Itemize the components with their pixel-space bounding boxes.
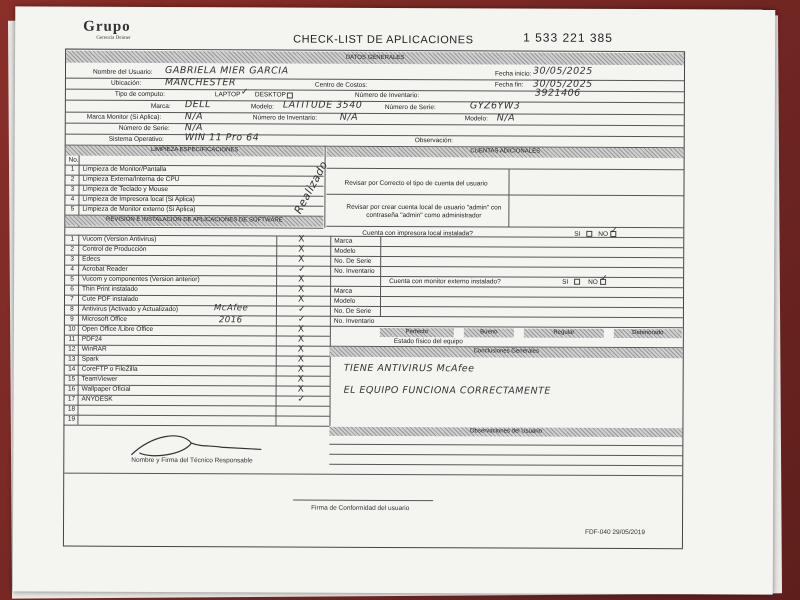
monitor-marca2: Marca bbox=[334, 287, 353, 295]
revision-mark[interactable]: ✓ bbox=[297, 394, 306, 405]
antivirus-note: McAfee bbox=[213, 303, 249, 314]
revision-num: 18 bbox=[67, 405, 76, 413]
monitor-modelo: Modelo bbox=[334, 247, 356, 255]
limpieza-item: Limpieza de Impresora local (Si Aplica) bbox=[82, 195, 195, 204]
marca-value: DELL bbox=[184, 99, 211, 111]
revision-num: 13 bbox=[68, 355, 76, 363]
usuario-value: GABRIELA MIER GARCIA bbox=[164, 64, 289, 77]
revision-num: 5 bbox=[70, 275, 74, 283]
revision-item: ANYDESK bbox=[81, 395, 113, 403]
cuenta-q3: Cuenta con impresora local instalada? bbox=[362, 229, 473, 238]
serie2-label: Número de Serie: bbox=[118, 124, 170, 133]
so-label: Sistema Operativo: bbox=[108, 135, 164, 143]
limpieza-handwriting: Realizado bbox=[291, 158, 331, 217]
revision-item: Edecs bbox=[82, 255, 101, 263]
modelo2-label: Modelo: bbox=[464, 115, 488, 123]
section-limpieza: LIMPIEZA ESPECIFICACIONES bbox=[66, 146, 324, 157]
revision-item: Thin Print instalado bbox=[82, 285, 138, 293]
inv-monitor-value: N/A bbox=[339, 111, 359, 123]
fecha-inicio-value: 30/05/2025 bbox=[532, 65, 593, 77]
estado-col-deteriorado: Deteriorado bbox=[614, 329, 682, 338]
revision-mark[interactable]: X bbox=[297, 324, 305, 335]
revision-mark[interactable]: X bbox=[297, 344, 304, 355]
monitor-serie2: No. De Serie bbox=[333, 307, 372, 315]
serie2-value: N/A bbox=[184, 122, 204, 134]
inventario-value: 3921406 bbox=[534, 87, 581, 99]
revision-mark[interactable]: X bbox=[297, 294, 305, 305]
inv-monitor-label: Número de Inventario: bbox=[252, 114, 318, 122]
limpieza-num: 3 bbox=[70, 185, 75, 193]
revision-num: 2 bbox=[70, 245, 75, 253]
limpieza-item: Limpieza de Teclado y Mouse bbox=[82, 185, 169, 194]
revision-item: WinRAR bbox=[81, 345, 107, 353]
revision-item: Vucom y componentes (Version anterior) bbox=[82, 275, 200, 284]
revision-item: Cute PDF instalado bbox=[81, 295, 139, 303]
revision-num: 16 bbox=[67, 385, 76, 393]
revision-num: 8 bbox=[70, 305, 74, 313]
cuenta-q1: Revisar por Correcto el tipo de cuenta del usuario bbox=[344, 179, 488, 188]
revision-item: Acrobat Reader bbox=[82, 265, 128, 273]
usuario-label: Nombre del Usuario: bbox=[92, 68, 153, 76]
revision-num: 14 bbox=[68, 365, 76, 373]
observacion-label: Observación: bbox=[414, 137, 454, 145]
revision-num: 15 bbox=[68, 375, 76, 383]
revision-num: 7 bbox=[70, 295, 74, 303]
technician-signature-label: Nombre y Firma del Técnico Responsable bbox=[131, 456, 253, 465]
serie-value: GYZ6YW3 bbox=[469, 100, 521, 112]
section-datos-generales: DATOS GENERALES bbox=[66, 51, 684, 66]
estado-col-regular: Regular bbox=[524, 329, 604, 338]
cuenta-q2: Revisar por crear cuenta local de usuario "admin" con contraseña "admin" como administrador bbox=[346, 203, 502, 220]
centro-costos-label: Centro de Costos: bbox=[314, 81, 368, 89]
limpieza-num: 1 bbox=[70, 165, 75, 173]
monitor-inventario: No. Inventario bbox=[334, 267, 375, 275]
ubicacion-value: MANCHESTER bbox=[164, 76, 237, 89]
revision-mark[interactable]: X bbox=[298, 234, 305, 245]
revision-num: 1 bbox=[70, 235, 75, 243]
monitor-value: N/A bbox=[184, 111, 204, 123]
revision-item: Control de Producción bbox=[82, 245, 147, 253]
estado-col-perfecto: Perfecto bbox=[380, 328, 454, 337]
document-number: 1 533 221 385 bbox=[523, 30, 613, 45]
monitor-no[interactable]: NO bbox=[588, 278, 598, 286]
revision-item: Spark bbox=[81, 355, 99, 363]
cuenta-si[interactable]: SI bbox=[574, 230, 581, 238]
fecha-inicio-label: Fecha inicio: bbox=[494, 70, 532, 78]
revision-item: PDF24 bbox=[81, 335, 103, 343]
company-logo: Grupo Gerencia Deimer bbox=[83, 18, 131, 41]
section-observaciones: Observaciones del Usuario bbox=[329, 427, 682, 438]
section-cuentas: CUENTAS ADICIONALES bbox=[327, 147, 684, 159]
desktop-option[interactable]: DESKTOP bbox=[254, 91, 286, 99]
revision-mark[interactable]: X bbox=[298, 284, 305, 295]
monitor-modelo2: Modelo bbox=[333, 297, 356, 305]
revision-mark[interactable]: ✓ bbox=[298, 264, 306, 275]
modelo2-value: N/A bbox=[496, 112, 516, 124]
limpieza-num: 4 bbox=[70, 195, 75, 203]
tipo-computo-label: Tipo de computo: bbox=[114, 90, 165, 98]
monitor-inventario2: No. Inventario bbox=[333, 317, 375, 325]
revision-mark[interactable]: ✓ bbox=[297, 304, 306, 315]
fecha-fin-value: 30/05/2025 bbox=[532, 78, 593, 90]
revision-item: CoreFTP o FileZilla bbox=[81, 365, 138, 373]
cuenta-no-check: ✓ bbox=[610, 225, 618, 236]
form-title: CHECK-LIST DE APLICACIONES bbox=[293, 33, 474, 47]
limpieza-item: Limpieza de Monitor/Pantalla bbox=[82, 165, 167, 174]
revision-mark[interactable]: X bbox=[298, 274, 305, 285]
cuenta-no[interactable]: NO bbox=[598, 230, 609, 238]
revision-num: 10 bbox=[68, 325, 76, 333]
revision-num: 12 bbox=[68, 345, 76, 353]
limpieza-num: 5 bbox=[70, 205, 75, 213]
office-note: 2016 bbox=[218, 315, 243, 326]
modelo-label: Modelo: bbox=[250, 103, 274, 111]
revision-item: Vucom (Version Antivirus) bbox=[82, 235, 157, 243]
limpieza-item: Limpieza de Monitor externo (Si Aplica) bbox=[82, 205, 196, 214]
revision-item: Open Office /Libre Office bbox=[81, 325, 154, 333]
revision-num: 9 bbox=[70, 315, 74, 323]
limpieza-no-col: No. bbox=[68, 156, 79, 164]
marca-label: Marca: bbox=[150, 102, 171, 111]
revision-num: 6 bbox=[70, 285, 74, 293]
revision-mark[interactable]: X bbox=[297, 384, 304, 395]
laptop-option[interactable]: LAPTOP bbox=[214, 91, 241, 99]
monitor-no-check: ✓ bbox=[600, 273, 608, 284]
monitor-si-box[interactable] bbox=[574, 279, 580, 285]
revision-num: 17 bbox=[67, 395, 76, 403]
section-revision: REVISIÓN E INSTALACIÓN DE APLICACIONES DE SOFTWARE bbox=[65, 216, 323, 227]
user-signature-label: Firma de Conformidad del usuario bbox=[311, 504, 410, 513]
revision-item: TeamViewer bbox=[81, 375, 118, 383]
monitor-question: Cuenta con monitor externo instalado? bbox=[389, 277, 501, 286]
serie-label: Número de Serie: bbox=[384, 103, 436, 112]
fecha-fin-label: Fecha fin: bbox=[494, 81, 524, 89]
desktop-checkbox[interactable] bbox=[287, 93, 293, 99]
revision-mark[interactable]: ✓ bbox=[297, 314, 306, 325]
laptop-check: ✓ bbox=[240, 87, 249, 98]
monitor-si[interactable]: SI bbox=[562, 278, 569, 286]
revision-mark[interactable]: X bbox=[298, 244, 305, 255]
monitor-label: Marca Monitor (Si Aplica): bbox=[86, 113, 162, 121]
checklist-paper bbox=[13, 6, 776, 594]
limpieza-item: Limpieza Externa/Interna de CPU bbox=[82, 175, 180, 184]
monitor-serie: No. De Serie bbox=[334, 257, 372, 265]
ubicacion-label: Ubicación: bbox=[110, 79, 142, 87]
revision-mark[interactable]: X bbox=[297, 364, 304, 375]
revision-mark[interactable]: X bbox=[298, 254, 305, 265]
revision-mark[interactable]: X bbox=[297, 374, 304, 385]
revision-mark[interactable]: X bbox=[297, 334, 305, 345]
revision-item: Antivirus (Activado y Actualizado) bbox=[81, 305, 179, 314]
revision-item: Microsoft Office bbox=[81, 315, 127, 323]
form-id: FDF-040 29/05/2019 bbox=[584, 528, 645, 537]
revision-num: 19 bbox=[67, 415, 76, 423]
revision-num: 11 bbox=[68, 335, 76, 343]
monitor-marca: Marca bbox=[334, 237, 353, 245]
revision-num: 4 bbox=[70, 265, 74, 273]
limpieza-num: 2 bbox=[70, 175, 75, 183]
inventario-label: Número de Inventario: bbox=[354, 91, 420, 100]
so-value: WIN 11 Pro 64 bbox=[184, 132, 260, 144]
conclusion-line-1: TIENE ANTIVIRUS McAfee bbox=[343, 362, 475, 375]
conclusion-line-2: EL EQUIPO FUNCIONA CORRECTAMENTE bbox=[343, 384, 551, 397]
modelo-value: LATITUDE 3540 bbox=[282, 99, 363, 111]
revision-mark[interactable]: X bbox=[297, 354, 304, 365]
revision-num: 3 bbox=[70, 255, 75, 263]
estado-label: Estado físico del equipo bbox=[393, 337, 463, 346]
section-conclusiones: Conclusiones Generales bbox=[330, 347, 683, 359]
revision-item: Wallpaper Oficial bbox=[81, 385, 131, 393]
estado-col-bueno: Bueno bbox=[464, 328, 514, 337]
